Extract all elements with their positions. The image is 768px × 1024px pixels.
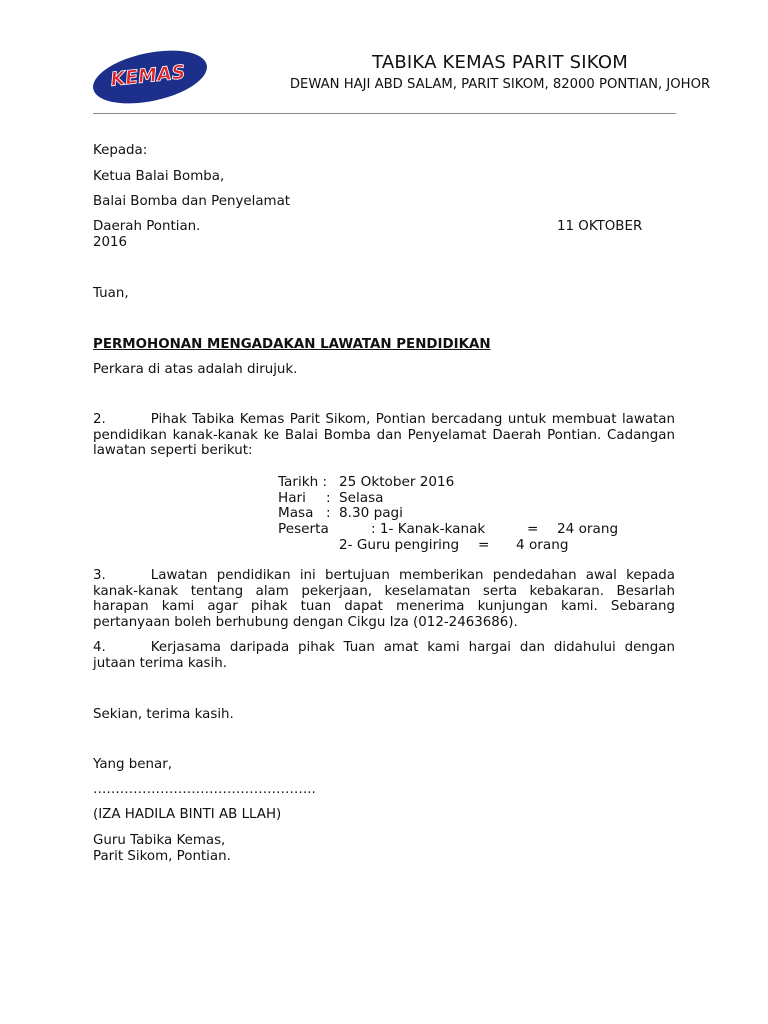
- paragraph-3-text: Lawatan pendidikan ini bertujuan memberikan pendedahan awal kepada kanak-kanak tentang alam pekerjaan, keselamatan serta kebakaran. Besarlah harapan kami agar pihak tuan dapat menerima kunjungan kami. Sebarang pertanyaan boleh berhubung dengan Cikgu Iza (012-2463686).: [93, 568, 675, 630]
- paragraph-2-number: 2.: [93, 412, 106, 427]
- signatory-title-2: Parit Sikom, Pontian.: [93, 849, 231, 864]
- paragraph-2-text: Pihak Tabika Kemas Parit Sikom, Pontian bercadang untuk membuat lawatan pendidikan kanak-kanak ke Balai Bomba dan Penyelamat Daerah Pontian. Cadangan lawatan seperti berikut:: [93, 412, 675, 458]
- reference-line: Perkara di atas adalah dirujuk.: [93, 362, 298, 377]
- detail-peserta-count-2: 4 orang: [516, 537, 569, 553]
- detail-masa-value: 8.30 pagi: [339, 505, 403, 521]
- detail-hari-value: Selasa: [339, 490, 384, 506]
- signatory-title-1: Guru Tabika Kemas,: [93, 833, 226, 848]
- paragraph-4: [93, 640, 675, 671]
- detail-peserta-item-2: 2- Guru pengiring: [339, 537, 460, 553]
- paragraph-3: [93, 568, 675, 630]
- paragraph-4-number: 4.: [93, 640, 106, 655]
- signature-line: …………………………………………..: [93, 782, 316, 797]
- detail-tarikh-label: Tarikh :: [278, 474, 328, 490]
- signatory-name: (IZA HADILA BINTI AB LLAH): [93, 807, 282, 822]
- recipient-line-1: Ketua Balai Bomba,: [93, 169, 225, 184]
- detail-hari-colon: :: [326, 490, 331, 506]
- header-divider: [93, 113, 676, 114]
- detail-peserta-eq-1: =: [527, 521, 539, 537]
- detail-masa-label: Masa: [278, 505, 314, 521]
- detail-peserta-eq-2: =: [478, 537, 490, 553]
- letter-date: 11 OKTOBER: [557, 219, 643, 234]
- detail-hari-label: Hari: [278, 490, 306, 506]
- detail-peserta-item-1: : 1- Kanak-kanak: [371, 521, 486, 537]
- recipient-line-2: Balai Bomba dan Penyelamat: [93, 194, 291, 209]
- detail-masa-colon: :: [326, 505, 331, 521]
- recipient-line-3: Daerah Pontian.: [93, 219, 201, 234]
- detail-peserta-label: Peserta: [278, 521, 329, 537]
- paragraph-2: [93, 412, 675, 459]
- detail-peserta-count-1: 24 orang: [557, 521, 619, 537]
- salutation: Tuan,: [93, 286, 129, 301]
- closing-yang-benar: Yang benar,: [93, 757, 172, 772]
- organization-name: TABIKA KEMAS PARIT SIKOM: [372, 52, 628, 73]
- paragraph-3-number: 3.: [93, 568, 106, 583]
- kemas-logo: [91, 49, 209, 105]
- organization-address: DEWAN HAJI ABD SALAM, PARIT SIKOM, 82000 PONTIAN, JOHOR: [289, 77, 711, 92]
- letter-subject: PERMOHONAN MENGADAKAN LAWATAN PENDIDIKAN: [93, 337, 491, 352]
- paragraph-4-text: Kerjasama daripada pihak Tuan amat kami hargai dan didahului dengan jutaan terima kasih.: [93, 640, 675, 671]
- letter-date-year: 2016: [93, 235, 128, 250]
- detail-tarikh-value: 25 Oktober 2016: [339, 474, 455, 490]
- kemas-logo-text: KEMAS: [109, 61, 187, 91]
- recipient-heading: Kepada:: [93, 143, 148, 158]
- closing-remark: Sekian, terima kasih.: [93, 707, 234, 722]
